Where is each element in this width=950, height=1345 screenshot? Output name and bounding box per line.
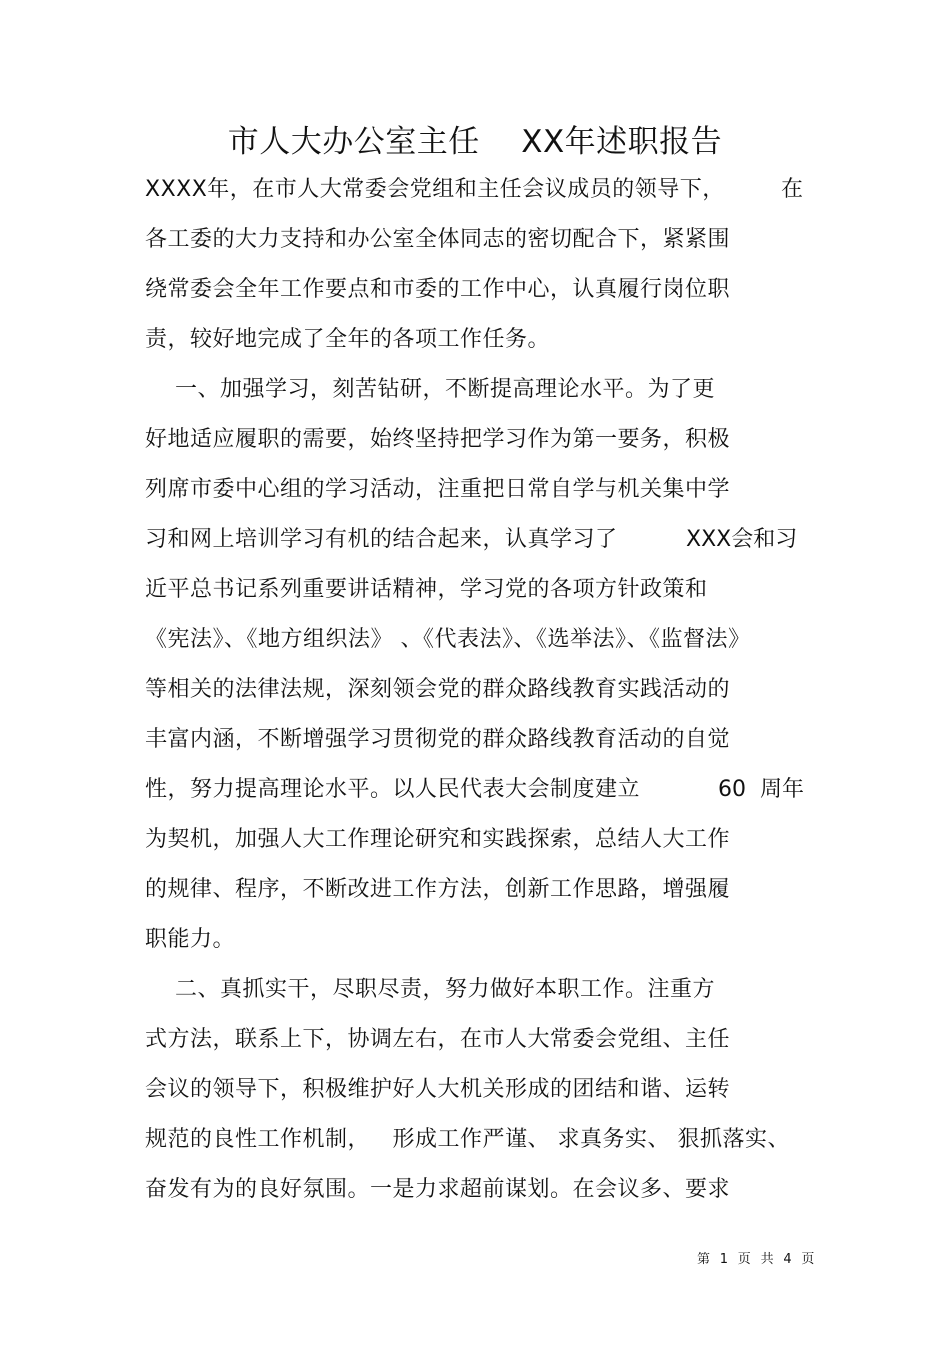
text-line-4: 责，较好地完成了全年的各项工作任务。 xyxy=(145,327,551,352)
text-line-20: 规范的良性工作机制， 形成工作严谨、 求真务实、 狠抓落实、 xyxy=(145,1127,790,1152)
text-line-7: 列席市委中心组的学习活动，注重把日常自学与机关集中学 xyxy=(145,477,731,502)
text-line-11: 等相关的法律法规，深刻领会党的群众路线教育实践活动的 xyxy=(145,677,731,702)
text-line-19: 会议的领导下，积极维护好人大机关形成的团结和谐、运转 xyxy=(145,1077,731,1102)
text-line-9: 近平总书记系列重要讲话精神，学习党的各项方针政策和 xyxy=(145,577,708,602)
text-line-12: 丰富内涵，不断增强学习贯彻党的群众路线教育活动的自觉 xyxy=(145,727,731,752)
text-line-8-tail: XXX会和习 xyxy=(686,527,798,552)
text-line-6: 好地适应履职的需要，始终坚持把学习作为第一要务，积极 xyxy=(145,427,731,452)
text-line-18: 式方法，联系上下，协调左右，在市人大常委会党组、主任 xyxy=(145,1027,731,1052)
text-line-2: 各工委的大力支持和办公室全体同志的密切配合下，紧紧围 xyxy=(145,227,731,252)
text-line-1-tail: 在 xyxy=(781,177,804,202)
text-line-10: 《宪法》、《地方组织法》 、《代表法》、《选举法》、《监督法》 xyxy=(145,627,751,652)
text-line-13: 性，努力提高理论水平。以人民代表大会制度建立 xyxy=(145,777,641,802)
text-line-16: 职能力。 xyxy=(145,927,236,952)
text-line-13-tail: 60 周年 xyxy=(718,777,804,802)
text-line-3: 绕常委会全年工作要点和市委的工作中心，认真履行岗位职 xyxy=(145,277,731,302)
text-line-21: 奋发有为的良好氛围。一是力求超前谋划。在会议多、要求 xyxy=(145,1177,731,1202)
text-line-8: 习和网上培训学习有机的结合起来，认真学习了 xyxy=(145,527,618,552)
text-line-17: 二、真抓实干，尽职尽责，努力做好本职工作。注重方 xyxy=(145,977,715,1002)
text-line-15: 的规律、程序，不断改进工作方法，创新工作思路，增强履 xyxy=(145,877,731,902)
text-line-14: 为契机，加强人大工作理论研究和实践探索，总结人大工作 xyxy=(145,827,731,852)
page-title: 市人大办公室主任 XX年述职报告 xyxy=(227,124,723,160)
text-line-5: 一、加强学习，刻苦钻研，不断提高理论水平。为了更 xyxy=(145,377,715,402)
page-number-footer: 第 1 页 共 4 页 xyxy=(697,1252,815,1267)
text-line-1: XXXX年，在市人大常委会党组和主任会议成员的领导下， xyxy=(145,177,725,202)
